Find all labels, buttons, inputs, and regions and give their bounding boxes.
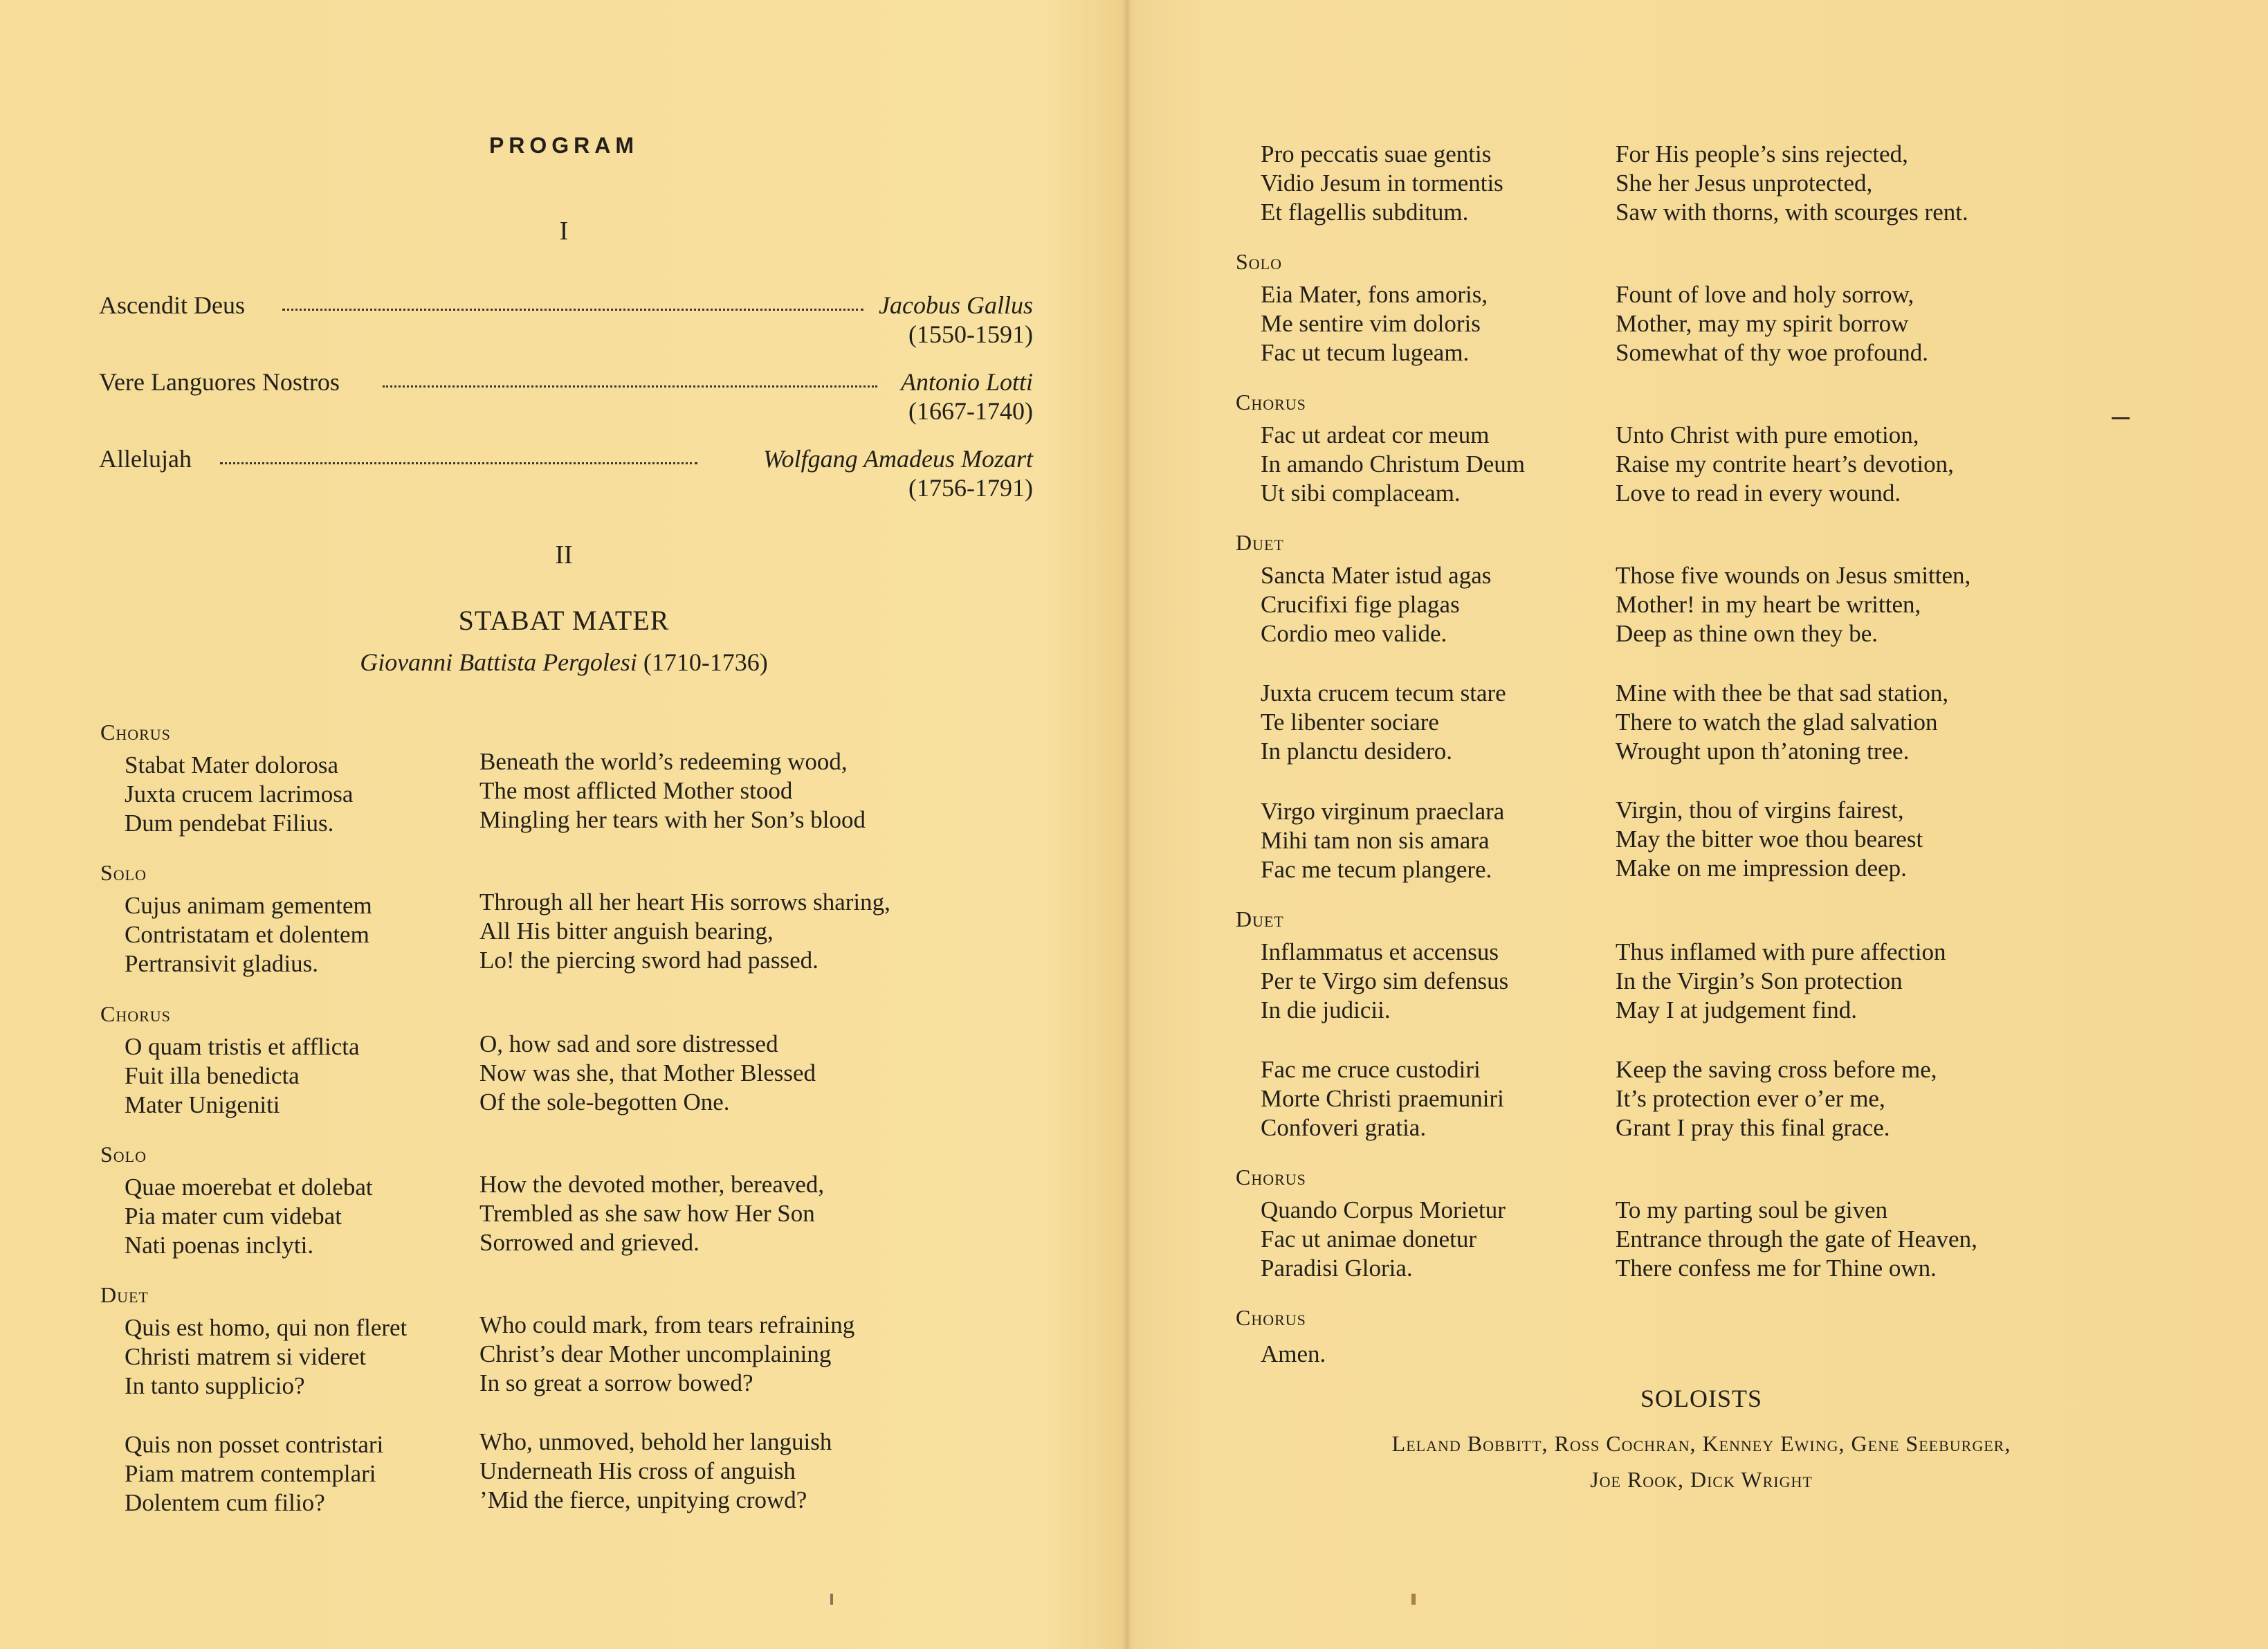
section-role: Chorus [1236,1305,1306,1330]
english-verse: Fount of love and holy sorrow, Mother, may my spirit borrow Somewhat of thy woe profound. [1616,281,1929,366]
composer-name: Jacobus Gallus [879,291,1033,319]
section-role: Solo [100,860,147,885]
english-verse: Those five wounds on Jesus smitten, Mother! in my heart be written, Deep as thine own they be. [1616,562,1971,647]
soloists-names-line2: Joe Rook, Dick Wright [1590,1467,1813,1492]
section-role: Duet [1236,530,1284,555]
composer-dates: (1550-1591) [908,320,1033,348]
section-role: Chorus [1236,1165,1306,1190]
latin-verse: Virgo virginum praeclara Mihi tam non sis amara Fac me tecum plangere. [1261,798,1505,883]
stray-mark [830,1594,833,1605]
english-verse: Through all her heart His sorrows sharing, All His bitter anguish bearing, Lo! the piercing sword had passed. [479,889,890,974]
english-verse: How the devoted mother, bereaved, Trembled as she saw how Her Son Sorrowed and grieved. [479,1171,825,1256]
work-composer-line [97,648,1031,677]
stray-mark [2112,417,2130,419]
part-two-numeral: II [555,540,573,570]
stray-mark [1411,1594,1416,1605]
latin-verse: Juxta crucem tecum stare Te libenter sociare In planctu desidero. [1261,680,1506,765]
latin-verse: Sancta Mater istud agas Crucifixi fige plagas Cordio meo valide. [1261,562,1492,647]
english-verse: Keep the saving cross before me, It’s protection ever o’er me, Grant I pray this final grace. [1616,1056,1937,1141]
english-verse: For His people’s sins rejected, She her Jesus unprotected, Saw with thorns, with scourges rent. [1616,140,1968,226]
composer-name: Wolfgang Amadeus Mozart [762,445,1033,473]
latin-verse: Amen. [1261,1340,1326,1367]
latin-verse: Quis non posset contristari Piam matrem contemplari Dolentem cum filio? [125,1431,384,1516]
composer-name: Antonio Lotti [900,368,1033,396]
work-title: Vere Languores Nostros [99,368,340,396]
english-verse: Mine with thee be that sad station, There to watch the glad salvation Wrought upon th’atoning tree. [1616,680,1949,765]
dot-leader [220,462,697,464]
latin-verse: Quando Corpus Morietur Fac ut animae donetur Paradisi Gloria. [1261,1196,1506,1282]
program-heading: PROGRAM [488,133,639,158]
english-verse: Virgin, thou of virgins fairest, May the bitter woe thou bearest Make on me impression deep. [1616,796,1923,882]
section-role: Chorus [100,720,171,745]
work-title: Allelujah [99,445,192,473]
latin-verse: Cujus animam gementem Contristatam et dolentem Pertransivit gladius. [125,892,372,977]
soloists-names-line1: Leland Bobbitt, Ross Cochran, Kenney Ewing, Gene Seeburger, [1391,1431,2011,1456]
left-page [0,0,1121,1649]
dot-leader [383,385,877,388]
latin-verse: Eia Mater, fons amoris, Me sentire vim doloris Fac ut tecum lugeam. [1261,281,1488,366]
english-verse: Who, unmoved, behold her languish Underneath His cross of anguish ’Mid the fierce, unpitying crowd? [479,1428,832,1513]
english-verse: Unto Christ with pure emotion, Raise my contrite heart’s devotion, Love to read in every wound. [1616,421,1954,507]
section-role: Solo [1236,249,1283,274]
center-fold [1122,0,1132,1649]
english-verse: Thus inflamed with pure affection In the Virgin’s Son protection May I at judgement find. [1616,938,1946,1023]
work-title-stabat-mater: STABAT MATER [458,605,670,636]
work-title: Ascendit Deus [99,291,245,319]
latin-verse: Quis est homo, qui non fleret Christi matrem si videret In tanto supplicio? [125,1314,408,1399]
program-entry [99,367,1033,430]
english-verse: Beneath the world’s redeeming wood, The most afflicted Mother stood Mingling her tears with her Son’s blood [479,748,866,833]
latin-verse: Stabat Mater dolorosa Juxta crucem lacrimosa Dum pendebat Filius. [125,751,354,837]
latin-verse: Fac me cruce custodiri Morte Christi praemuniri Confoveri gratia. [1261,1056,1504,1141]
soloists-heading: SOLOISTS [1640,1385,1763,1412]
latin-verse: Quae moerebat et dolebat Pia mater cum videbat Nati poenas inclyti. [125,1174,373,1259]
composer-dates: (1667-1740) [908,397,1033,425]
latin-verse: Fac ut ardeat cor meum In amando Christum Deum Ut sibi complaceam. [1261,421,1526,507]
pergolesi-dates: (1710-1736) [643,648,768,676]
program-entry [99,291,1033,353]
section-role: Chorus [1236,390,1306,414]
dot-leader [282,309,863,311]
section-role: Duet [1236,907,1284,931]
composer-dates: (1756-1791) [908,474,1033,502]
part-one-numeral: I [559,217,569,246]
latin-verse: O quam tristis et afflicta Fuit illa benedicta Mater Unigeniti [125,1033,360,1118]
latin-verse: Inflammatus et accensus Per te Virgo sim defensus In die judicii. [1261,938,1509,1023]
section-role: Duet [100,1282,149,1307]
english-verse: Who could mark, from tears refraining Christ’s dear Mother uncomplaining In so great a sorrow bowed? [479,1311,855,1396]
english-verse: O, how sad and sore distressed Now was she, that Mother Blessed Of the sole-begotten One. [479,1030,816,1115]
latin-verse: Pro peccatis suae gentis Vidio Jesum in tormentis Et flagellis subditum. [1261,140,1503,226]
english-verse: To my parting soul be given Entrance through the gate of Heaven, There confess me for Thine own. [1616,1196,1977,1282]
section-role: Solo [100,1142,147,1167]
program-entry [99,444,1033,507]
section-role: Chorus [100,1001,171,1026]
pergolesi-name: Giovanni Battista Pergolesi [360,648,637,676]
